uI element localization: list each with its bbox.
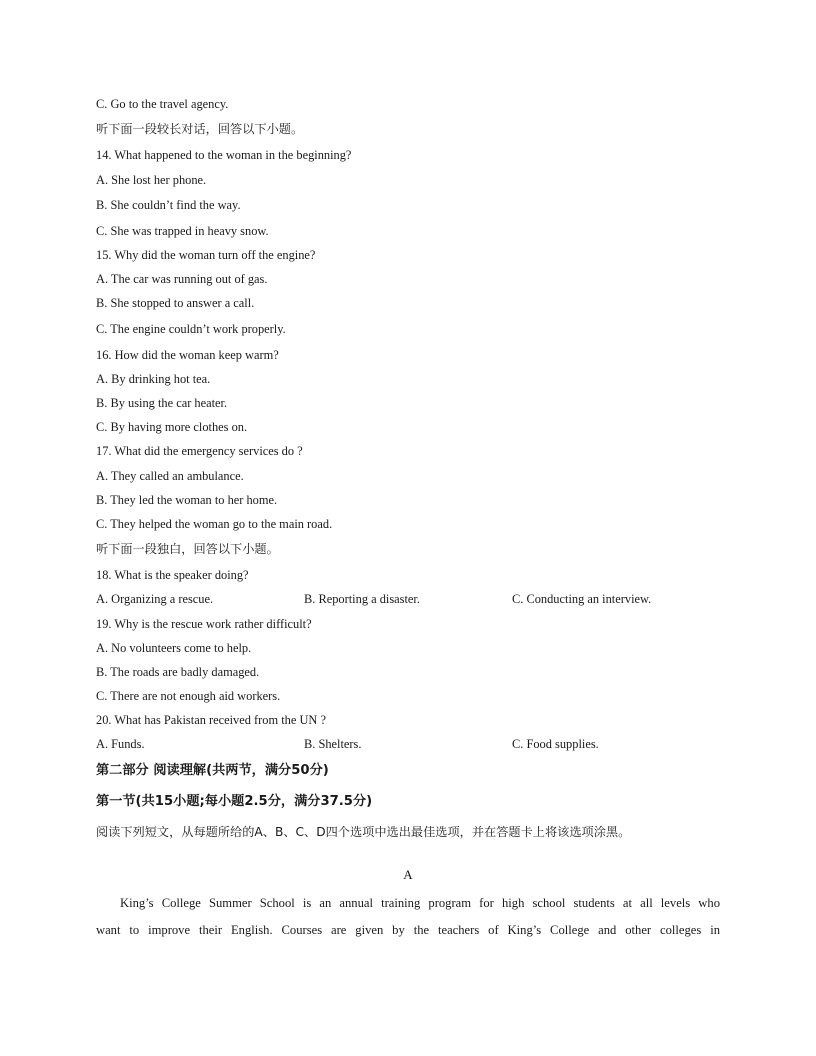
- question-19-option-b: B. The roads are badly damaged.: [96, 665, 260, 679]
- question-20-option-a: A. Funds.: [96, 737, 145, 751]
- question-17-option-c: C. They helped the woman go to the main road.: [96, 517, 333, 531]
- question-14-option-b: B. She couldn’t find the way.: [96, 198, 241, 212]
- question-19-option-a: A. No volunteers come to help.: [96, 641, 252, 655]
- question-17: 17. What did the emergency services do ?: [96, 444, 303, 458]
- question-19-option-c: C. There are not enough aid workers.: [96, 689, 281, 703]
- passage-label: A: [403, 867, 413, 882]
- question-15-option-b: B. She stopped to answer a call.: [96, 296, 255, 310]
- listening-instruction: 听下面一段较长对话，回答以下小题。: [96, 122, 304, 136]
- part-heading: 第二部分 阅读理解(共两节，满分50分): [96, 763, 329, 778]
- question-15-option-c: C. The engine couldn’t work properly.: [96, 322, 286, 336]
- question-14-option-c: C. She was trapped in heavy snow.: [96, 224, 269, 238]
- question-16-option-a: A. By drinking hot tea.: [96, 372, 211, 386]
- passage-line-1: King’s College Summer School is an annual training program for high school students at all levels who: [120, 896, 720, 910]
- question-16: 16. How did the woman keep warm?: [96, 348, 279, 362]
- question-17-option-a: A. They called an ambulance.: [96, 469, 244, 483]
- question-16-option-b: B. By using the car heater.: [96, 396, 228, 410]
- question-20-option-c: C. Food supplies.: [512, 737, 599, 751]
- question-15-option-a: A. The car was running out of gas.: [96, 272, 268, 286]
- option-line: C. Go to the travel agency.: [96, 97, 229, 111]
- monologue-instruction: 听下面一段独白，回答以下小题。: [96, 542, 279, 556]
- section-heading: 第一节(共15小题;每小题2.5分，满分37.5分): [96, 794, 373, 809]
- question-17-option-b: B. They led the woman to her home.: [96, 493, 278, 507]
- reading-instruction: 阅读下列短文，从每题所给的A、B、C、D四个选项中选出最佳选项，并在答题卡上将该选项涂黑。: [96, 825, 631, 839]
- question-20-option-b: B. Shelters.: [304, 737, 362, 751]
- question-18-option-c: C. Conducting an interview.: [512, 592, 652, 606]
- question-16-option-c: C. By having more clothes on.: [96, 420, 248, 434]
- question-19: 19. Why is the rescue work rather difficult?: [96, 617, 312, 631]
- question-18-option-b: B. Reporting a disaster.: [304, 592, 420, 606]
- question-15: 15. Why did the woman turn off the engine?: [96, 248, 316, 262]
- question-20: 20. What has Pakistan received from the UN ?: [96, 713, 326, 727]
- question-14: 14. What happened to the woman in the beginning?: [96, 148, 352, 162]
- question-14-option-a: A. She lost her phone.: [96, 173, 207, 187]
- question-18: 18. What is the speaker doing?: [96, 568, 249, 582]
- passage-line-2: want to improve their English. Courses are given by the teachers of King’s College and other colleges in: [96, 923, 720, 937]
- question-18-option-a: A. Organizing a rescue.: [96, 592, 214, 606]
